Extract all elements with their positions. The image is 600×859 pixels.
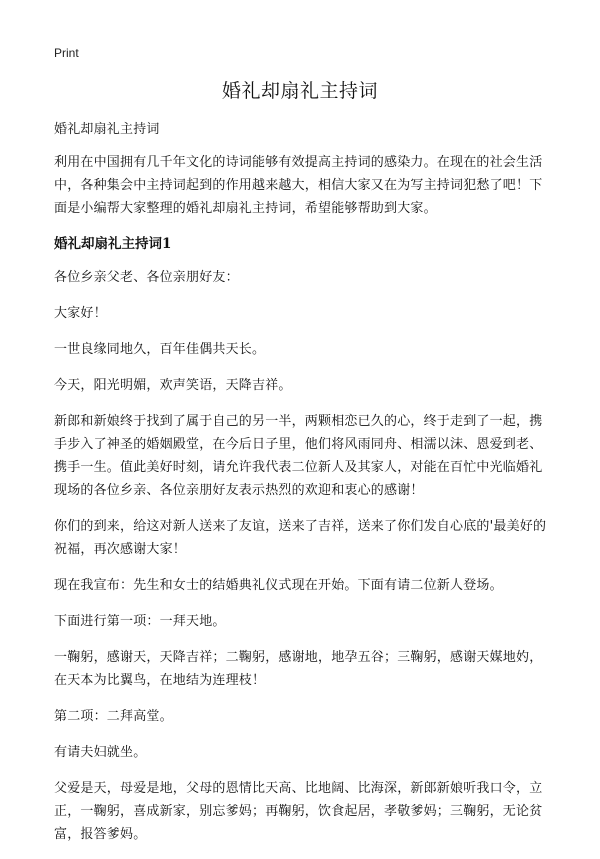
article-subtitle: 婚礼却扇礼主持词 xyxy=(54,122,160,137)
paragraph-welcome: 新郎和新娘终于找到了属于自己的另一半，两颗相恋已久的心，终于走到了一起，携手步入了神圣的婚姻殿堂，在今后日子里，他们将风雨同舟、相濡以沫、恩爱到老、携手一生。值此美好时刻，请允许我代表二位新人及其家人，对能在百忙中光临婚礼现场的各位乡亲、各位亲朋好友表示热烈的欢迎和衷心的感谢！ xyxy=(54,414,543,498)
paragraph-hello: 大家好！ xyxy=(54,306,107,321)
paragraph-step-one: 下面进行第一项：一拜天地。 xyxy=(54,614,226,629)
article-body xyxy=(54,118,550,859)
paragraph-announcement: 现在我宣布：先生和女士的结婚典礼仪式现在开始。下面有请二位新人登场。 xyxy=(54,578,503,593)
paragraph-greeting: 各位乡亲父老、各位亲朋好友： xyxy=(54,270,239,285)
paragraph-bows-heaven: 一鞠躬，感谢天，天降吉祥；二鞠躬，感谢地，地孕五谷；三鞠躬，感谢天媒地妁，在天本为比翼鸟，在地结为连理枝！ xyxy=(54,650,543,688)
intro-paragraph: 利用在中国拥有几千年文化的诗词能够有效提高主持词的感染力。在现在的社会生活中，各种集会中主持词起到的作用越来越大，相信大家又在为写主持词犯愁了吧！下面是小编帮大家整理的婚礼却扇礼主持词，希望能够帮助到大家。 xyxy=(54,155,543,216)
paragraph-bows-parents: 父爱是天，母爱是地，父母的恩情比天高、比地阔、比海深，新郎新娘听我口令，立正，一鞠躬，喜成新家，别忘爹妈；再鞠躬，饮食起居，孝敬爹妈；三鞠躬，无论贫富，报答爹妈。 xyxy=(54,781,543,842)
paragraph-couplet: 一世良缘同地久，百年佳偶共天长。 xyxy=(54,342,266,357)
paragraph-step-two: 第二项：二拜高堂。 xyxy=(54,709,173,724)
section-heading: 婚礼却扇礼主持词1 xyxy=(54,236,172,252)
page-title: 婚礼却扇礼主持词 xyxy=(221,80,378,102)
paragraph-weather: 今天，阳光明媚，欢声笑语，天降吉祥。 xyxy=(54,378,292,393)
print-link[interactable]: Print xyxy=(54,46,79,60)
paragraph-seat-parents: 有请夫妇就坐。 xyxy=(54,745,147,760)
paragraph-thanks: 你们的到来，给这对新人送来了友谊，送来了吉祥，送来了你们发自心底的'最美好的祝福，再次感谢大家！ xyxy=(54,519,547,557)
